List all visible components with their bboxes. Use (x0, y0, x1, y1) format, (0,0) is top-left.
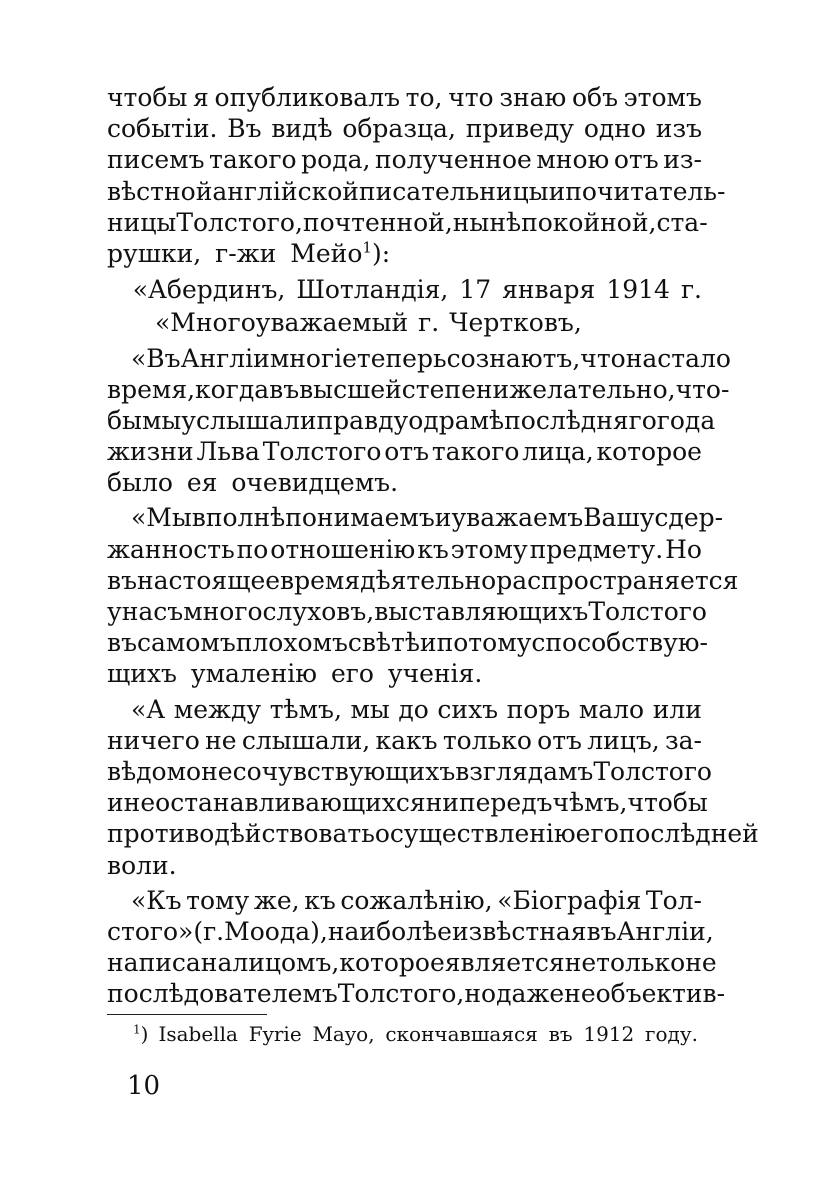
text-line: бы мы услышали правду о драмѣ послѣдняго года (107, 405, 716, 435)
line-text: щихъ умаленiю его ученiя. (107, 659, 483, 689)
text-line: чтобы я опубликовалъ то, что знаю объ этомъ (107, 83, 702, 112)
text-line: стого» (г. Моода), наиболѣе извѣстная въ Англiи, (107, 916, 714, 946)
paragraph (107, 694, 759, 881)
text-line: «Мы вполнѣ понимаемъ и уважаемъ Вашу сдер- (131, 503, 724, 533)
text-line: «Къ тому же, къ сожалѣнiю, «Бiографiя Тол- (131, 885, 702, 915)
text-line: ничего не слышали, какъ только отъ лицъ, за- (107, 725, 702, 755)
text-line: послѣдователемъ Толстого, но даже не объектив- (107, 979, 726, 1009)
paragraph (107, 274, 702, 305)
footnote-marker: $^1$) (133, 1022, 149, 1046)
text-line: написана лицомъ, которое является не только не (107, 948, 717, 978)
text-line: вѣстной англiйской писательницы и почитатель- (107, 176, 726, 206)
text-line: ницы Толстого, почтенной, нынѣ покойной, ста- (107, 207, 708, 237)
footnote-text: Isabella Fyrie Mayo, скончавшаяся въ 1912 году. (158, 1022, 698, 1046)
line-text: воли. (107, 850, 177, 880)
text-line (107, 658, 702, 689)
text-line: «Многоуважаемый г. Чертковъ, (155, 308, 582, 338)
text-line: въ настоящее время дѣятельно распространяется (107, 565, 739, 595)
text-line: «Въ Англiи многiе теперь сознаютъ, что настало (131, 343, 731, 373)
text-line: «А между тѣмъ, мы до сихъ поръ мало или (131, 694, 702, 724)
body-text (107, 82, 759, 1009)
paragraph (107, 82, 726, 269)
paragraph (107, 343, 731, 499)
paragraph (107, 885, 726, 1010)
text-line (107, 467, 702, 498)
text-line (107, 238, 702, 269)
text-line: противодѣйствовать осуществленiю его послѣдней (107, 819, 759, 849)
text-line: у насъ много слуховъ, выставляющихъ Толстого (107, 597, 707, 626)
paragraph (107, 307, 702, 338)
text-line (107, 850, 702, 881)
text-line: «Абердинъ, Шотландiя, 17 января 1914 г. (132, 275, 702, 305)
text-line: писемъ такого рода, полученное мною отъ из- (107, 145, 702, 175)
line-text: было ея очевидцемъ. (107, 468, 399, 498)
text-line: въ самомъ плохомъ свѣтѣ и потому способствую- (107, 628, 709, 658)
paragraph (107, 502, 739, 689)
text-line: событiи. Въ видѣ образца, приведу одно изъ (107, 114, 702, 144)
line-text: рушки, г-жи Мейо (107, 238, 363, 268)
text-line: и не останавливающихся ни передъ чѣмъ, чтобы (107, 788, 708, 818)
text-line: жанность по отношенiю къ этому предмету. Но (107, 534, 702, 564)
text-line: время, когда въ высшей степени желательно, что- (107, 374, 730, 404)
text-line: жизни Льва Толстого отъ такого лица, которое (107, 437, 702, 467)
footnote (133, 1020, 698, 1048)
footnote-divider (107, 1014, 267, 1015)
text-line: вѣдомо не сочувствующихъ взглядамъ Толстого (107, 756, 712, 786)
footnote-reference: $^1$): (362, 238, 391, 268)
page-number: 10 (127, 1071, 161, 1101)
